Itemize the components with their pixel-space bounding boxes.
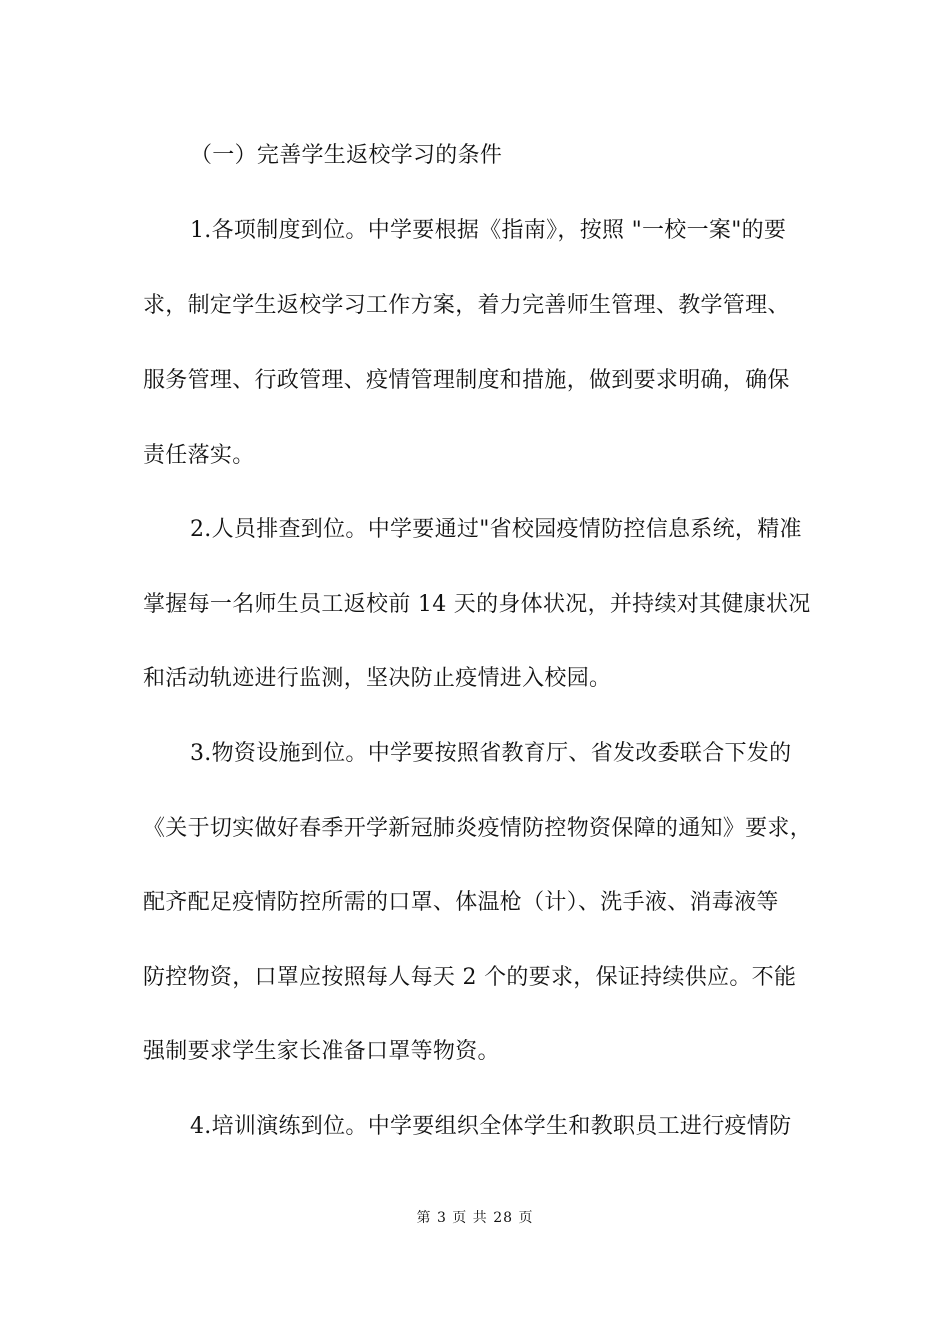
paragraph-line: 配齐配足疫情防控所需的口罩、体温枪（计）、洗手液、消毒液等 (143, 890, 779, 915)
paragraph-line: 强制要求学生家长准备口罩等物资。 (143, 1039, 500, 1064)
section-heading: （一）完善学生返校学习的条件 (190, 143, 503, 168)
paragraph-line: 3.物资设施到位。中学要按照省教育厅、省发改委联合下发的 (190, 741, 792, 766)
page-number-footer: 第 3 页 共 28 页 (416, 1210, 534, 1226)
paragraph-line: 1.各项制度到位。中学要根据《指南》，按照 "一校一案"的要 (190, 218, 787, 243)
paragraph-line: 《关于切实做好春季开学新冠肺炎疫情防控物资保障的通知》要求， (143, 816, 813, 841)
paragraph-line: 掌握每一名师生员工返校前 14 天的身体状况，并持续对其健康状况 (143, 592, 811, 617)
paragraph-line: 责任落实。 (143, 443, 255, 468)
paragraph-line: 服务管理、行政管理、疫情管理制度和措施，做到要求明确，确保 (143, 368, 790, 393)
paragraph-line: 求，制定学生返校学习工作方案，着力完善师生管理、教学管理、 (143, 293, 790, 318)
paragraph-line: 2.人员排查到位。中学要通过"省校园疫情防控信息系统，精准 (190, 517, 802, 542)
paragraph-line: 防控物资，口罩应按照每人每天 2 个的要求，保证持续供应。不能 (143, 965, 797, 990)
paragraph-line: 4.培训演练到位。中学要组织全体学生和教职员工进行疫情防 (190, 1114, 792, 1139)
paragraph-line: 和活动轨迹进行监测，坚决防止疫情进入校园。 (143, 666, 612, 691)
